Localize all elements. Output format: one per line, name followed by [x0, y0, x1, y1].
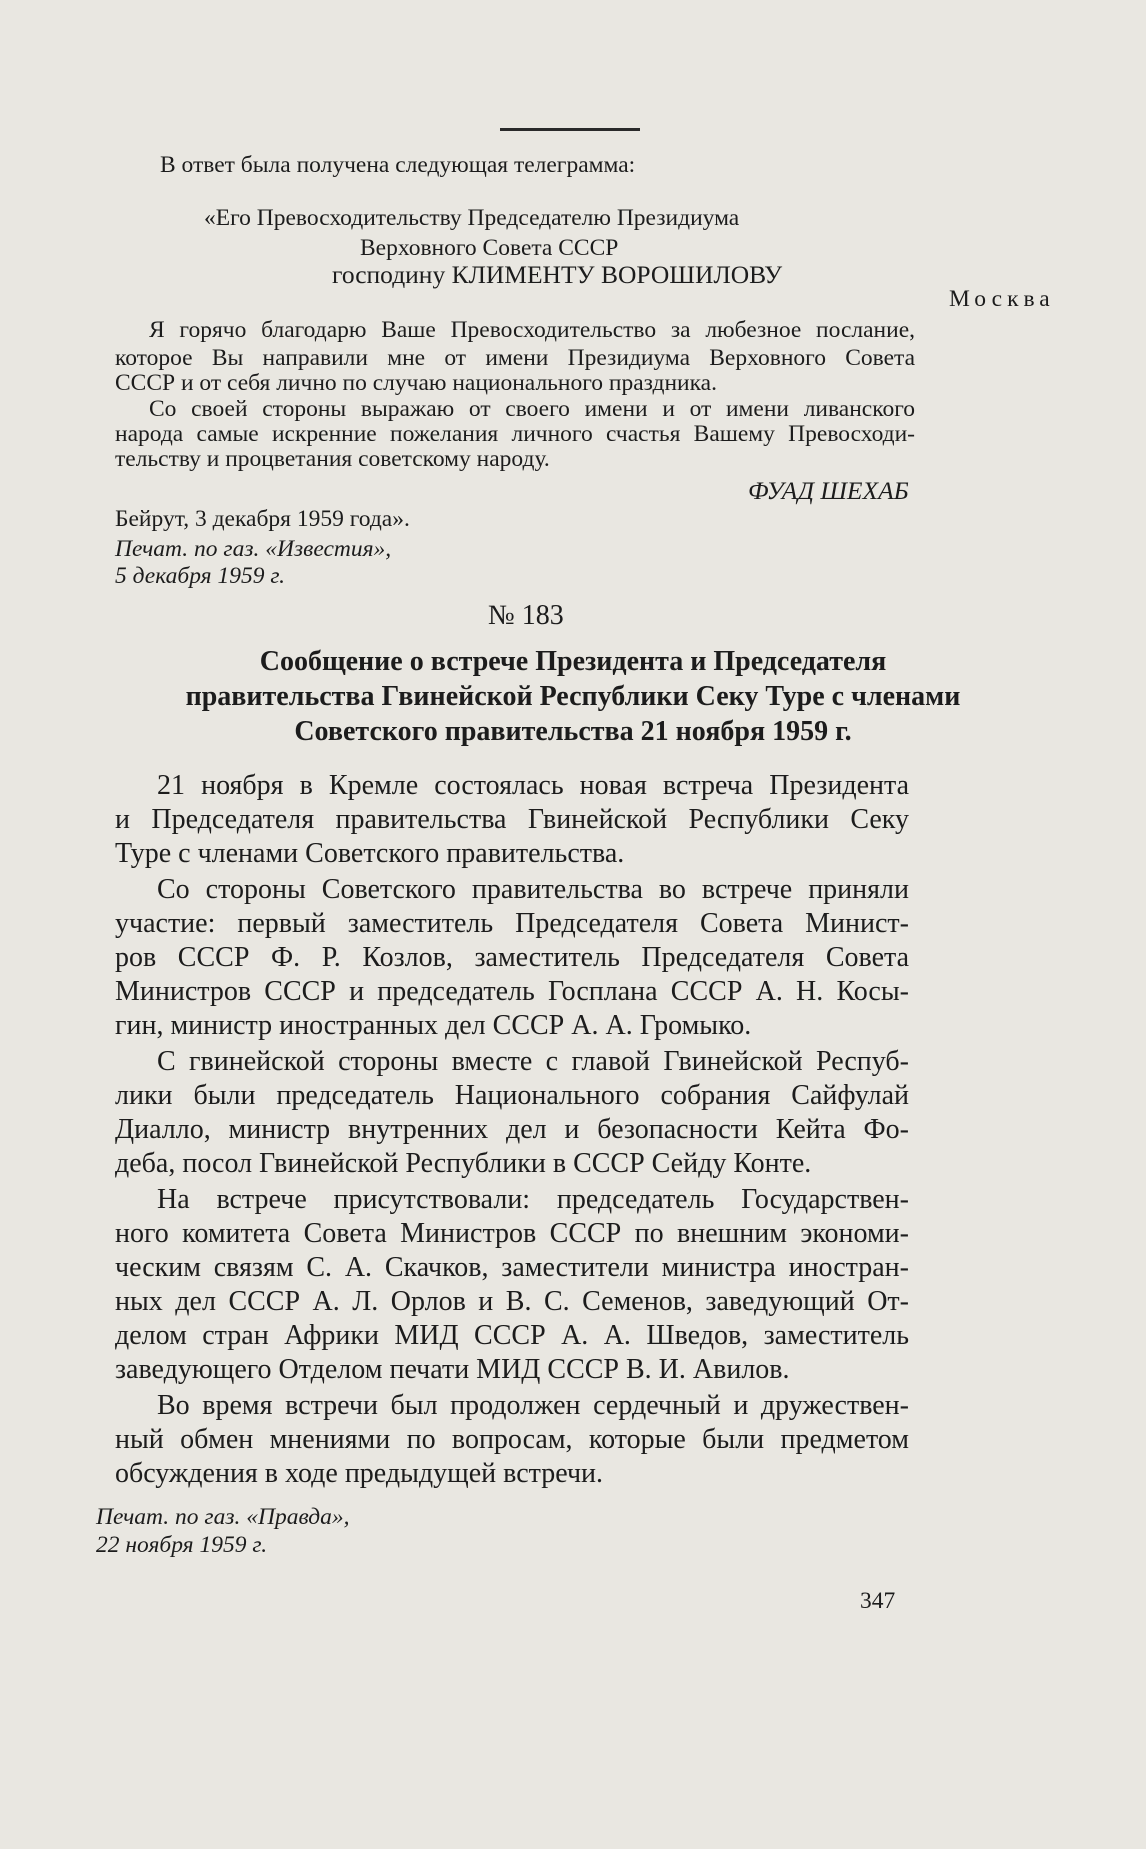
paragraph-1-line-1: 21 ноября в Кремле состоялась новая встреча Президента — [157, 770, 909, 801]
paragraph-5-line-2: ный обмен мнениями по вопросам, которые были предметом — [115, 1424, 909, 1455]
paragraph-3-line-1: С гвинейской стороны вместе с главой Гвинейской Респуб- — [157, 1046, 909, 1077]
paragraph-4-line-3: ческим связям С. А. Скачков, заместители министра иностран- — [115, 1252, 909, 1283]
document-source-line-2: 22 ноября 1959 г. — [96, 1532, 268, 1558]
document-title-line-3: Советского правительства 21 ноября 1959 г. — [294, 716, 852, 747]
telegram-p2-line-1: Со своей стороны выражаю от своего имени и от имени ливанского — [149, 396, 915, 422]
telegram-p2-line-2: народа самые искренние пожелания личного счастья Вашему Превосходи- — [115, 421, 915, 447]
document-source-line-1: Печат. по газ. «Правда», — [96, 1504, 350, 1530]
telegram-source-line-2: 5 декабря 1959 г. — [115, 563, 286, 589]
paragraph-4-line-5: делом стран Африки МИД СССР А. А. Шведов, заместитель — [115, 1320, 909, 1351]
telegram-p2-line-3: тельству и процветания советскому народу. — [115, 446, 550, 472]
paragraph-2-line-3: ров СССР Ф. Р. Козлов, заместитель Председателя Совета — [115, 942, 909, 973]
paragraph-3-line-3: Диалло, министр внутренних дел и безопасности Кейта Фо- — [115, 1114, 909, 1145]
telegram-p1-line-3: СССР и от себя лично по случаю национального праздника. — [115, 370, 717, 396]
telegram-place-date: Бейрут, 3 декабря 1959 года». — [115, 506, 410, 532]
paragraph-3-line-4: деба, посол Гвинейской Республики в СССР Сейду Конте. — [115, 1148, 812, 1179]
paragraph-4-line-4: ных дел СССР А. Л. Орлов и В. С. Семенов, заведующий От- — [115, 1286, 909, 1317]
telegram-intro: В ответ была получена следующая телеграмма: — [160, 152, 636, 178]
paragraph-2-line-2: участие: первый заместитель Председателя Совета Минист- — [115, 908, 909, 939]
paragraph-1-line-2: и Председателя правительства Гвинейской Республики Секу — [115, 804, 909, 835]
page-number: 347 — [860, 1588, 896, 1614]
paragraph-3-line-2: лики были председатель Национального собрания Сайфулай — [115, 1080, 909, 1111]
document-title-line-1: Сообщение о встрече Президента и Председателя — [259, 646, 887, 677]
paragraph-2-line-1: Со стороны Советского правительства во встрече приняли — [157, 874, 909, 905]
telegram-address-line-2: Верховного Совета СССР — [360, 235, 619, 261]
telegram-address-line-3: господину КЛИМЕНТУ ВОРОШИЛОВУ — [332, 260, 783, 289]
document-number: № 183 — [488, 600, 564, 631]
paragraph-5-line-1: Во время встречи был продолжен сердечный и дружествен- — [157, 1390, 909, 1421]
paragraph-2-line-5: гин, министр иностранных дел СССР А. А. Громыко. — [115, 1010, 752, 1041]
telegram-p1-line-2: которое Вы направили мне от имени Президиума Верховного Совета — [115, 345, 915, 371]
paragraph-1-line-3: Туре с членами Советского правительства. — [115, 838, 625, 869]
paragraph-4-line-6: заведующего Отделом печати МИД СССР В. И. Авилов. — [115, 1354, 790, 1385]
paragraph-2-line-4: Министров СССР и председатель Госплана СССР А. Н. Косы- — [115, 976, 909, 1007]
telegram-signature: ФУАД ШЕХАБ — [748, 476, 909, 505]
telegram-source-line-1: Печат. по газ. «Известия», — [115, 536, 392, 562]
paragraph-4-line-1: На встрече присутствовали: председатель Государствен- — [157, 1184, 909, 1215]
document-title-line-2: правительства Гвинейской Республики Секу Туре с членами — [185, 681, 961, 712]
paragraph-4-line-2: ного комитета Совета Министров СССР по внешним экономи- — [115, 1218, 909, 1249]
telegram-city: Москва — [949, 286, 1055, 312]
top-rule — [500, 128, 640, 131]
paragraph-5-line-3: обсуждения в ходе предыдущей встречи. — [115, 1458, 604, 1489]
telegram-p1-line-1: Я горячо благодарю Ваше Превосходительство за любезное послание, — [149, 317, 915, 343]
telegram-address-line-1: «Его Превосходительству Председателю Президиума — [204, 205, 740, 231]
